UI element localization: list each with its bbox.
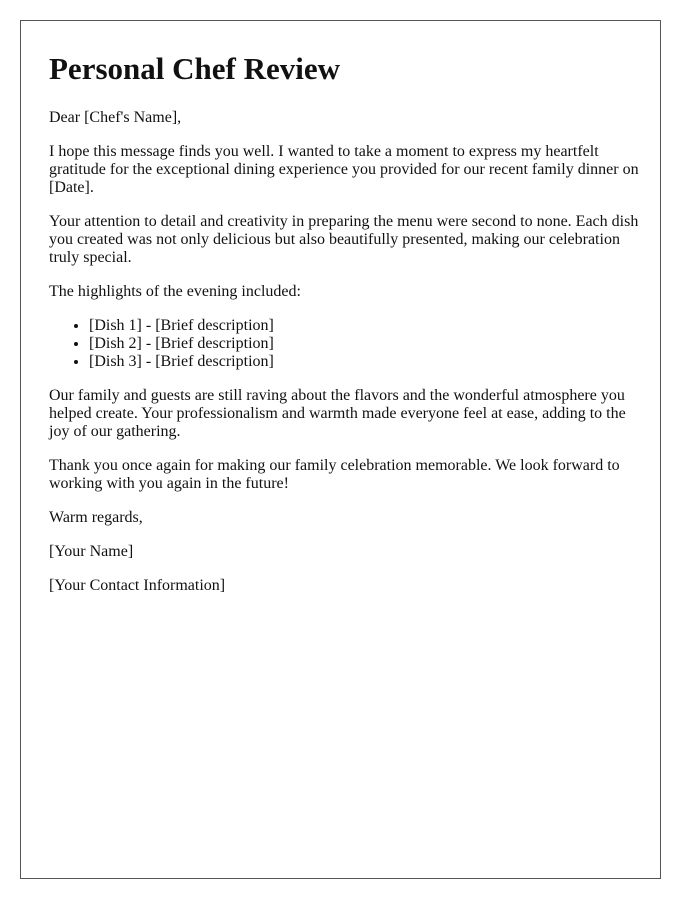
highlights-list [49,317,639,371]
feedback-paragraph: Our family and guests are still raving about the flavors and the wonderful atmosphere you helped create. Your professionalism and warmth made everyone feel at ease, adding to the joy of our gathering. [49,387,626,440]
signoff: Warm regards, [49,509,143,526]
list-item: • [Dish 2] - [Brief description] [89,335,639,353]
letter-page [20,20,661,879]
salutation: Dear [Chef's Name], [49,109,182,126]
list-item: • [Dish 3] - [Brief description] [89,353,639,371]
list-item: • [Dish 1] - [Brief description] [89,317,639,335]
page-title: Personal Chef Review [49,51,340,86]
sender-contact: [Your Contact Information] [49,577,226,594]
sender-name: [Your Name] [49,543,134,560]
highlights-intro: The highlights of the evening included: [49,283,301,300]
praise-paragraph: Your attention to detail and creativity in preparing the menu were second to none. Each dish you created was not only delicious but also beautifully presented, making our celebration truly special. [49,213,639,266]
letter-content [49,51,639,611]
intro-paragraph: I hope this message finds you well. I wanted to take a moment to express my heartfelt gratitude for the exceptional dining experience you provided for our recent family dinner on [Date]. [49,143,639,196]
thanks-paragraph: Thank you once again for making our family celebration memorable. We look forward to working with you again in the future! [49,457,620,492]
